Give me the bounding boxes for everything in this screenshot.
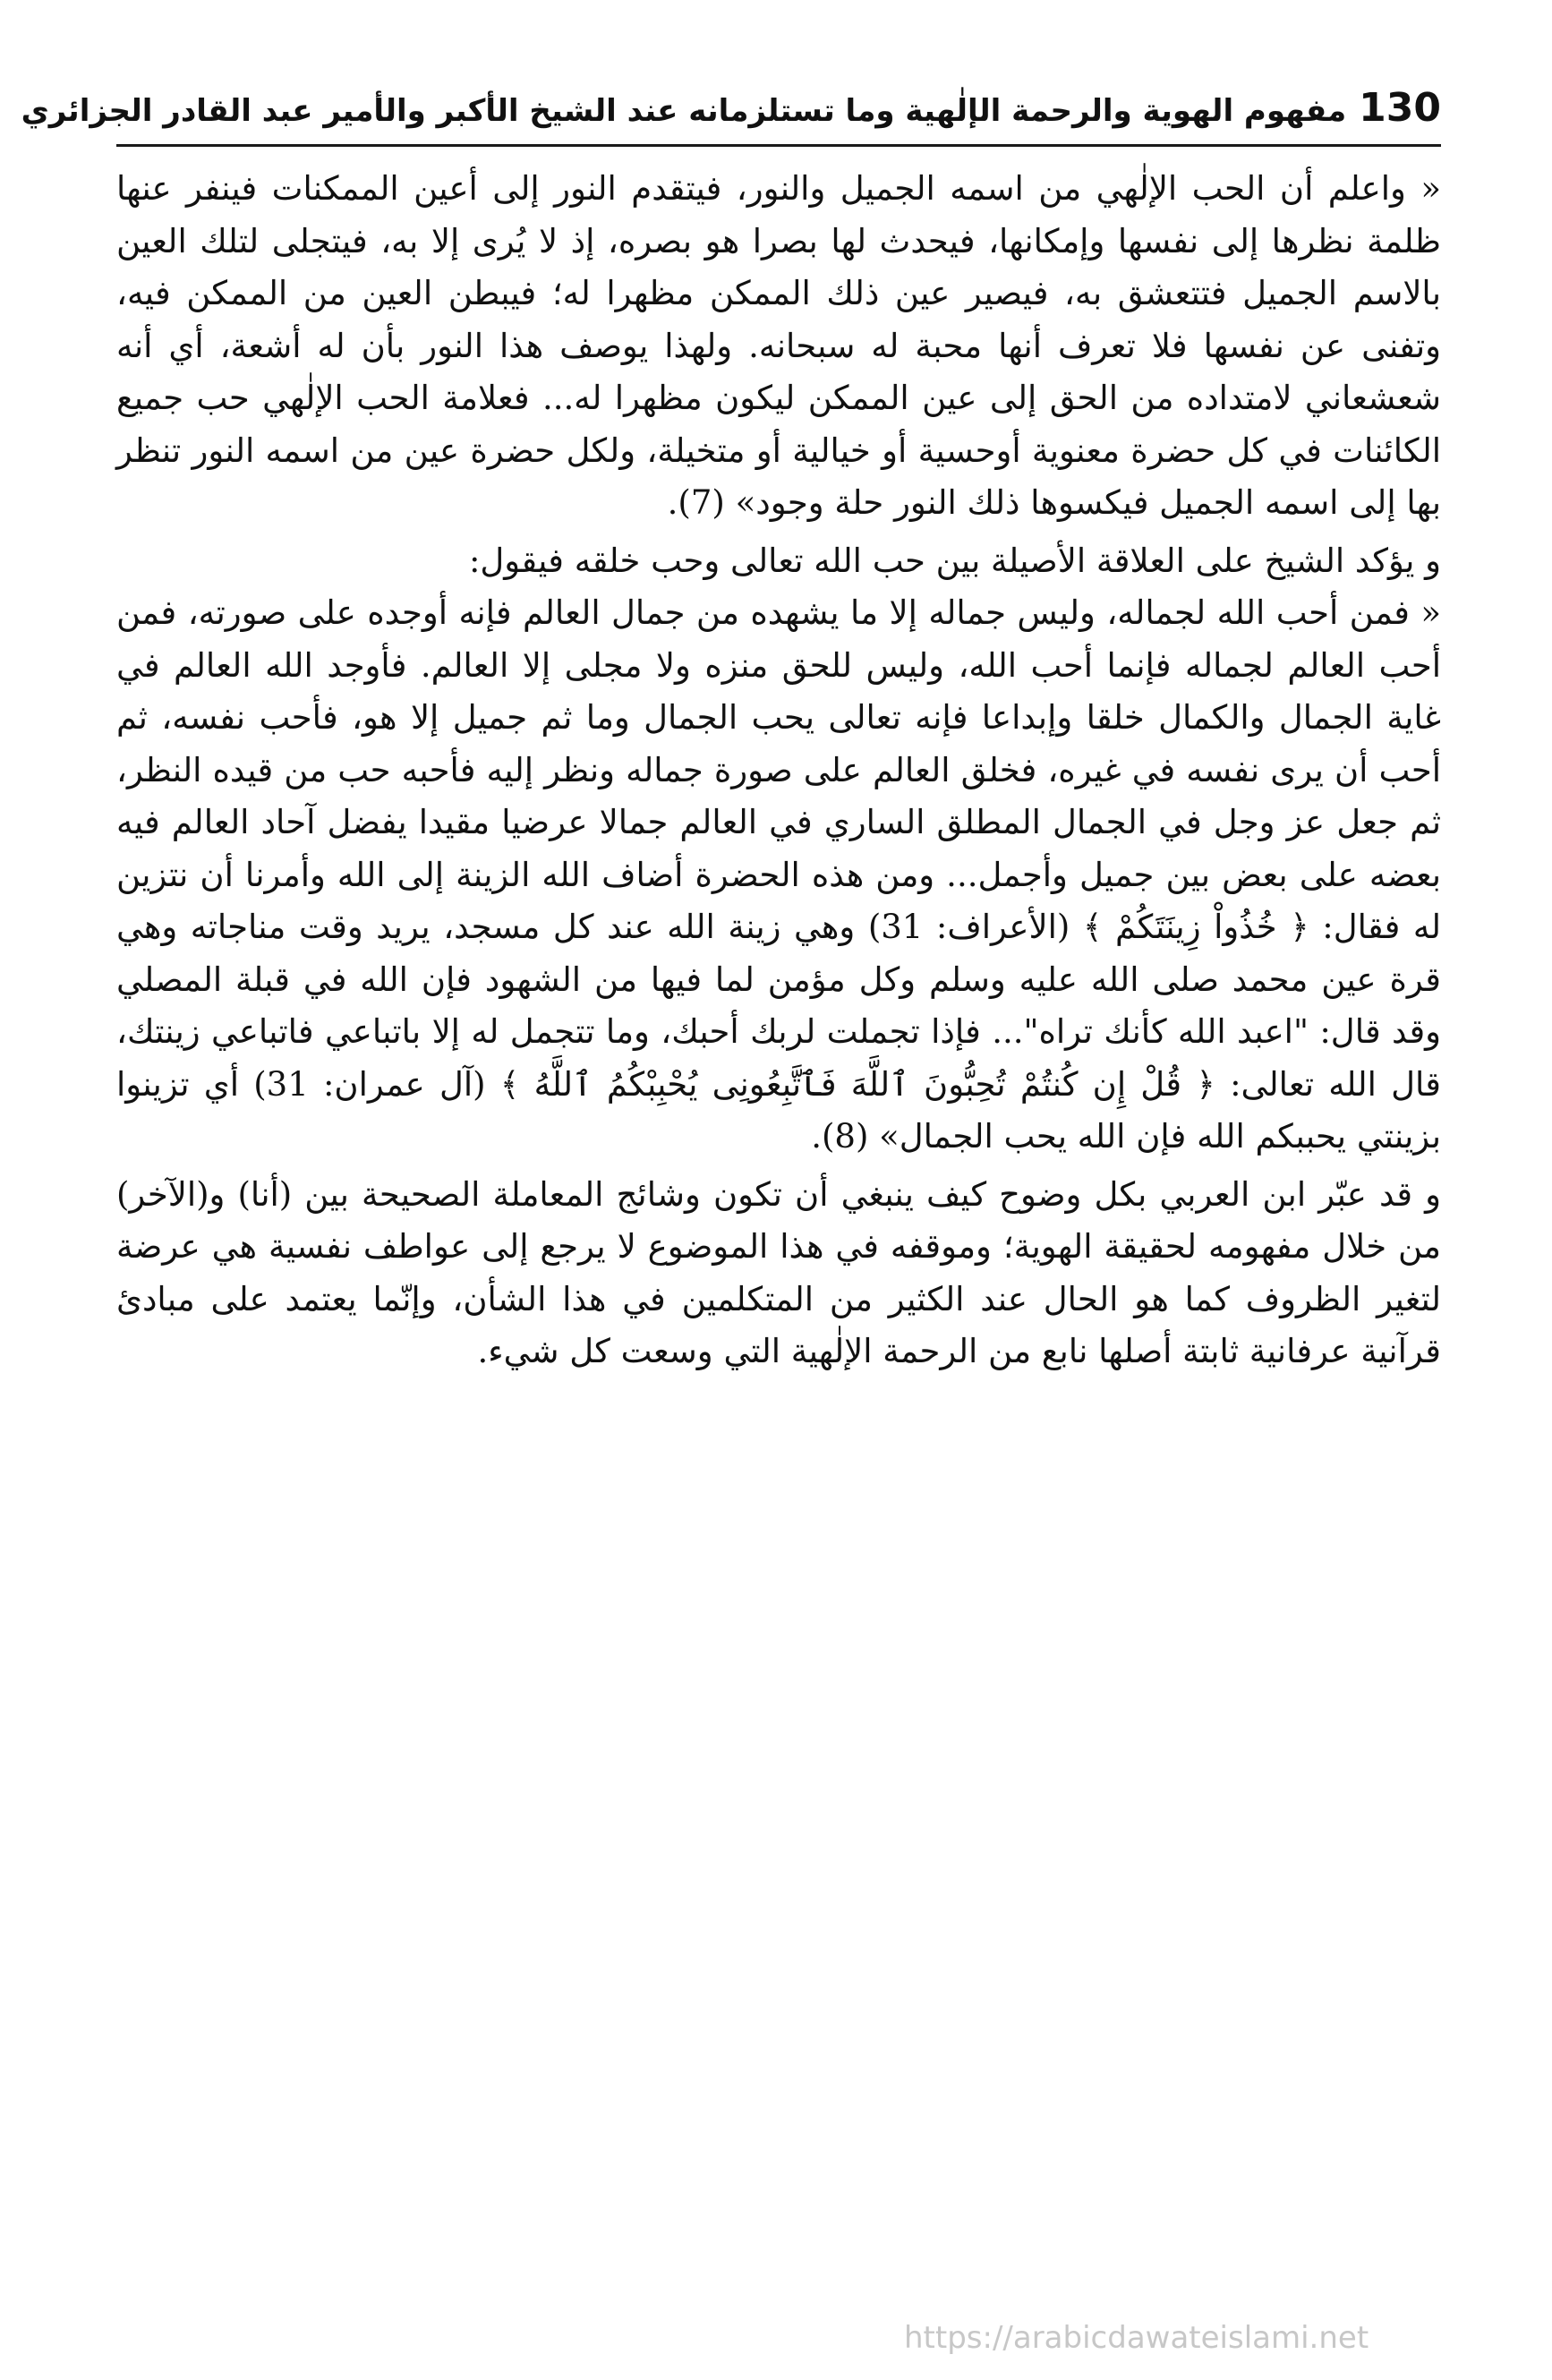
- running-header-title: مفهوم الهوية والرحمة الإلٰهية وما تستلزمانه عند الشيخ الأكبر والأمير عبد القادر الجزائري: [21, 93, 1347, 129]
- body-text: [116, 163, 1441, 1378]
- closing-paragraph: و قد عبّر ابن العربي بكل وضوح كيف ينبغي أن تكون وشائج المعاملة الصحيحة بين (أنا) و(الآخر) من خلال مفهومه لحقيقة الهوية؛ وموقفه في هذا الموضوع لا يرجع إلى عواطف نفسية هي عرضة لتغير الظروف كما هو الحال عند الكثير من المتكلمين في هذا الشأن، وإنّما يعتمد على مبادئ قرآنية عرفانية ثابتة أصلها نابع من الرحمة الإلٰهية التي وسعت كل شيء.: [116, 1174, 1441, 1370]
- quote-paragraph-beauty: « فمن أحب الله لجماله، وليس جماله إلا ما يشهده من جمال العالم فإنه أوجده على صورته، فمن أحب العالم لجماله فإنما أحب الله، وليس للحق منزه ولا مجلى إلا العالم. فأوجد الله العالم في غاية الجمال والكمال خلقا وإبداعا فإنه تعالى يحب الجمال وما ثم جميل إلا هو، فأحب نفسه، ثم أحب أن يرى نفسه في غيره، فخلق العالم على صورة جماله ونظر إليه فأحبه حب من قيده النظر، ثم جعل عز وجل في الجمال المطلق الساري في العالم جمالا عرضيا مقيدا يفضل آحاد العالم فيه بعضه على بعض بين جميل وأجمل... ومن هذه الحضرة أضاف الله الزينة إلى الله وأمرنا أن نتزين له فقال: ﴿ خُذُواْ زِينَتَكُمْ ﴾ (الأعراف: 31) وهي زينة الله عند كل مسجد، يريد وقت مناجاته وهي قرة عين محمد صلى الله عليه وسلم وكل مؤمن لما فيها من الشهود فإن الله في قبلة المصلي وقد قال: "اعبد الله كأنك تراه"... فإذا تجملت لربك أحبك، وما تتجمل له إلا باتباعي فاتباعي زينتك، قال الله تعالى: ﴿ قُلْ إِن كُنتُمْ تُحِبُّونَ ٱللَّهَ فَٱتَّبِعُونِى يُحْبِبْكُمُ ٱللَّهُ ﴾ (آل عمران: 31) أي تزينوا بزينتي يحببكم الله فإن الله يحب الجمال» (8).: [116, 593, 1441, 1156]
- page-number: 130: [1359, 85, 1441, 131]
- watermark-url: https://arabicdawateislami.net: [904, 2320, 1369, 2356]
- quote-paragraph-love-and-light: « واعلم أن الحب الإلٰهي من اسمه الجميل والنور، فيتقدم النور إلى أعين الممكنات فينفر عنها ظلمة نظرها إلى نفسها وإمكانها، فيحدث لها بصرا هو بصره، إذ لا يُرى إلا به، فيتجلى لتلك العين بالاسم الجميل فتتعشق به، فيصير عين ذلك الممكن مظهرا له؛ فيبطن العين من الممكن فيه، وتفنى عن نفسها فلا تعرف أنها محبة له سبحانه. ولهذا يوصف هذا النور بأن له أشعة، أي أنه شعشعاني لامتداده من الحق إلى عين الممكن ليكون مظهرا له... فعلامة الحب الإلٰهي حب جميع الكائنات في كل حضرة معنوية أوحسية أو خيالية أو متخيلة، ولكل حضرة عين من اسمه النور تنظر بها إلى اسمه الجميل فيكسوها ذلك النور حلة وجود» (7).: [116, 169, 1441, 522]
- intro-paragraph: و يؤكد الشيخ على العلاقة الأصيلة بين حب الله تعالى وحب خلقه فيقول:: [468, 541, 1441, 580]
- book-page: [21, 85, 1441, 2341]
- running-header: [21, 85, 1441, 147]
